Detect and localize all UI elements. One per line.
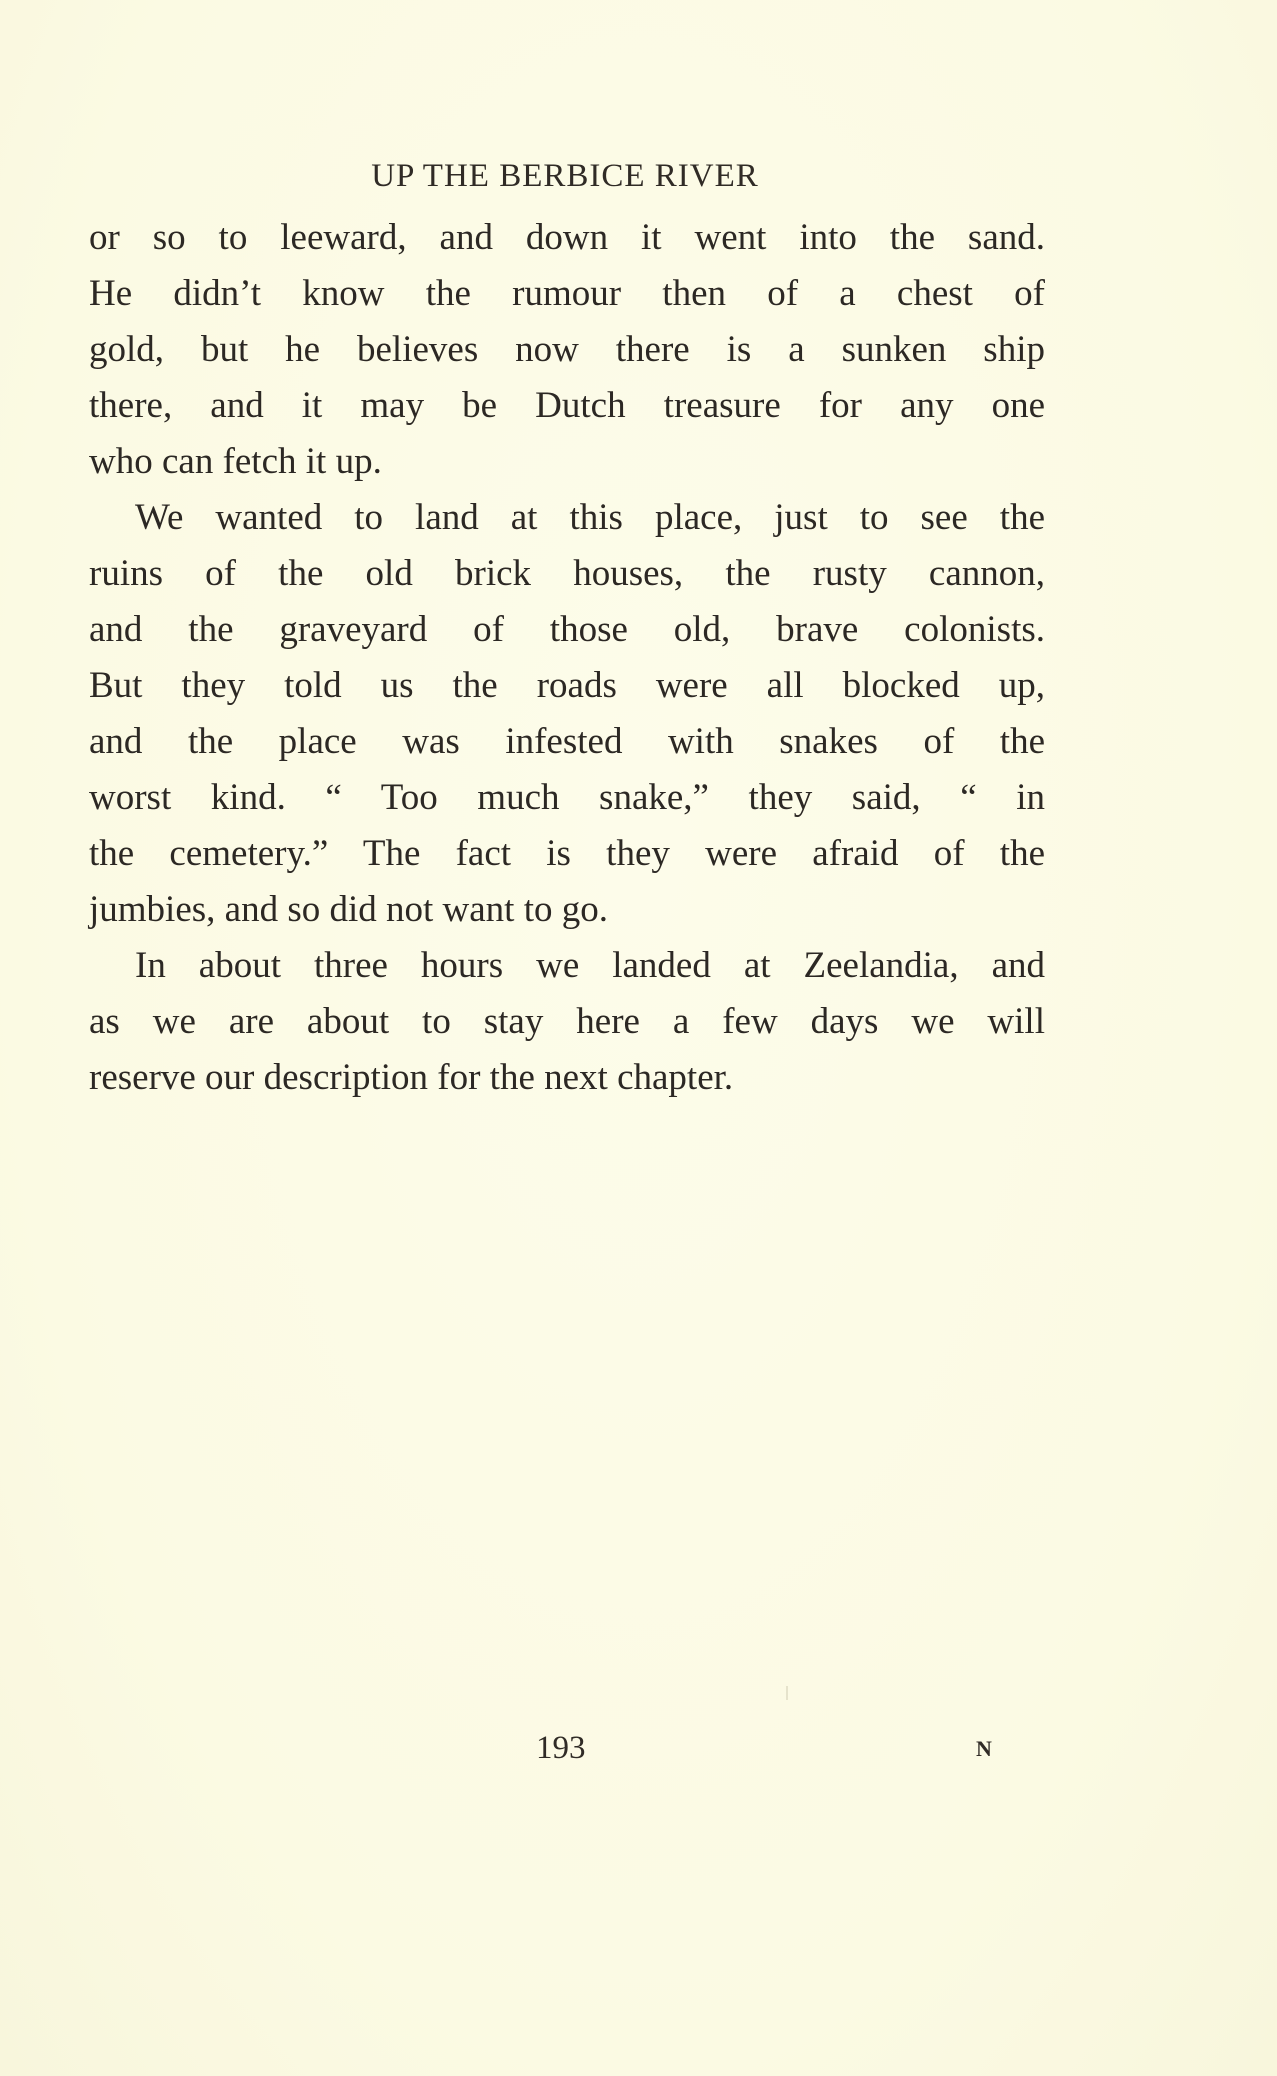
text-line: gold, but he believes now there is a sunken ship xyxy=(89,329,1045,370)
text-line: as we are about to stay here a few days we will xyxy=(89,1001,1045,1042)
text-line: there, and it may be Dutch treasure for any one xyxy=(89,385,1045,426)
text-line: who can fetch it up. xyxy=(89,441,382,482)
paper-speck xyxy=(786,1686,788,1700)
text-line: or so to leeward, and down it went into the sand. xyxy=(89,217,1045,258)
body-text xyxy=(89,210,1045,1106)
text-line: the cemetery.” The fact is they were afraid of the xyxy=(89,833,1045,874)
text-line: ruins of the old brick houses, the rusty cannon, xyxy=(89,553,1045,594)
text-line: and the place was infested with snakes of the xyxy=(89,721,1045,762)
text-line: and the graveyard of those old, brave colonists. xyxy=(89,609,1045,650)
text-line: reserve our description for the next chapter. xyxy=(89,1057,734,1098)
page-number: 193 xyxy=(536,1730,586,1766)
paragraph xyxy=(89,938,1045,1106)
running-head: UP THE BERBICE RIVER xyxy=(371,158,759,194)
signature-mark: N xyxy=(976,1736,992,1761)
text-line: He didn’t know the rumour then of a chest of xyxy=(89,273,1045,314)
text-line: We wanted to land at this place, just to see the xyxy=(135,497,1045,538)
text-line: worst kind. “ Too much snake,” they said, “ in xyxy=(89,777,1045,818)
text-line: In about three hours we landed at Zeelandia, and xyxy=(135,945,1045,986)
paragraph xyxy=(89,490,1045,938)
text-line: But they told us the roads were all blocked up, xyxy=(89,665,1045,706)
text-line: jumbies, and so did not want to go. xyxy=(89,889,608,930)
paragraph xyxy=(89,210,1045,490)
